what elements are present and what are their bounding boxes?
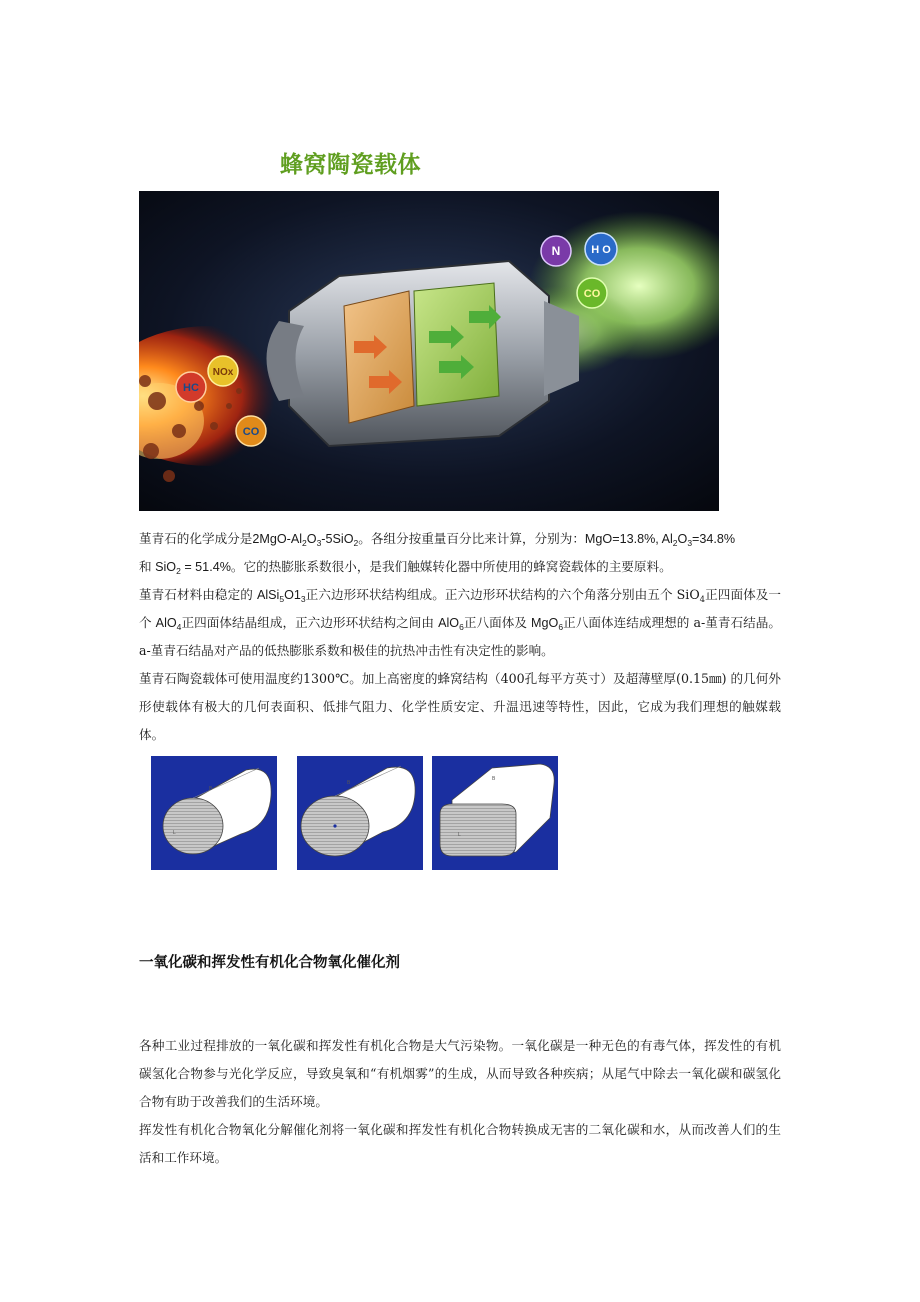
sub: 4 [176,622,182,632]
formula: O [677,532,688,546]
sub: 2 [176,566,181,576]
formula: AlO [438,616,460,630]
sub: 5 [279,594,285,604]
text-run: 正四面体及一个 [139,587,781,630]
text-run: 正八面体连结成理想的 a-堇青石结晶。a-堇青石结晶对产品的低热膨胀系数和极佳的抗热冲击性有决定性的影响。 [139,615,781,658]
text-run: 正八面体及 [463,615,532,630]
dimension-label: B [347,780,351,786]
hc-label: HC [183,382,199,394]
paragraph-cordierite-properties: 堇青石陶瓷载体可使用温度约1300℃。加上高密度的蜂窝结构（400孔每平方英寸）及超薄壁厚(0.15㎜) 的几何外形使载体有极大的几何表面积、低排气阻力、化学性质安定、升温迅速等特性，因此，它成为我们理想的触媒载体。 [139,671,781,742]
dimension-label: B [209,786,213,792]
paragraph-catalyst-function: 挥发性有机化合物氧化分解催化剂将一氧化碳和挥发性有机化合物转换成无害的二氧化碳和水，从而改善人们的生活和工作环境。 [139,1122,781,1165]
section-title-honeycomb: 蜂窝陶瓷载体 [280,152,421,178]
formula: = 51.4% [180,560,231,574]
racetrack-cylinder-diagram [432,756,558,870]
paragraph-cordierite-structure [139,581,781,665]
formula: O [306,532,317,546]
text-run: 。它的热膨胀系数很小，是我们触媒转化器中所使用的蜂窝瓷载体的主要原料。 [230,559,672,574]
formula: O1 [284,588,301,602]
co-label: CO [242,426,260,438]
dimension-label: L [173,830,176,836]
text-run: 正六边形环状结构组成。正六边形环状结构的六个角落分别由五个 SiO [305,587,700,602]
formula: =34.8% [692,532,736,546]
paragraph-cordierite-composition [139,525,781,581]
text-run: 堇青石材料由稳定的 [139,587,257,602]
text-run: 。各组分按重量百分比来计算，分别为 [358,531,573,546]
co2-label: CO [583,288,601,300]
sub: 6 [558,622,564,632]
oval-cylinder-diagram [297,756,423,870]
formula: AlO [155,616,177,630]
formula: MgO [531,616,559,630]
n2-label: N [551,244,561,258]
text-run: 正四面体结晶组成，正六边形环状结构之间由 [181,615,439,630]
formula: AlSi [256,588,280,602]
dimension-label: L [458,832,461,838]
sub: 6 [459,622,464,632]
sub: 3 [300,594,306,604]
h2o-label: H O [591,244,611,256]
formula: 和 SiO [139,560,177,574]
formula: 2MgO-Al [252,532,303,546]
sub: 3 [316,538,322,548]
paragraph-pollutants: 各种工业过程排放的一氧化碳和挥发性有机化合物是大气污染物。一氧化碳是一种无色的有毒气体，挥发性的有机碳氢化合物参与光化学反应，导致臭氧和“有机烟雾”的生成，从而导致各种疾病；从尾气中除去一氧化碳和碳氢化合物有助于改善我们的生活环境。 [139,1038,781,1109]
catalytic-converter-illustration [139,191,719,511]
sub: 2 [353,538,359,548]
text-run: 堇青石的化学成分是 [139,531,253,546]
dimension-label: B [492,776,496,782]
sub: 3 [687,538,693,548]
formula: -5SiO [321,532,354,546]
sub: 4 [699,595,706,605]
sub: 2 [672,538,678,548]
round-cylinder-diagram [151,756,277,870]
formula: ：MgO=13.8%, Al [572,532,673,546]
section-title-co-voc-catalyst: 一氧化碳和挥发性有机化合物氧化催化剂 [139,955,400,971]
sub: 2 [302,538,307,548]
nox-label: NOx [212,367,234,378]
